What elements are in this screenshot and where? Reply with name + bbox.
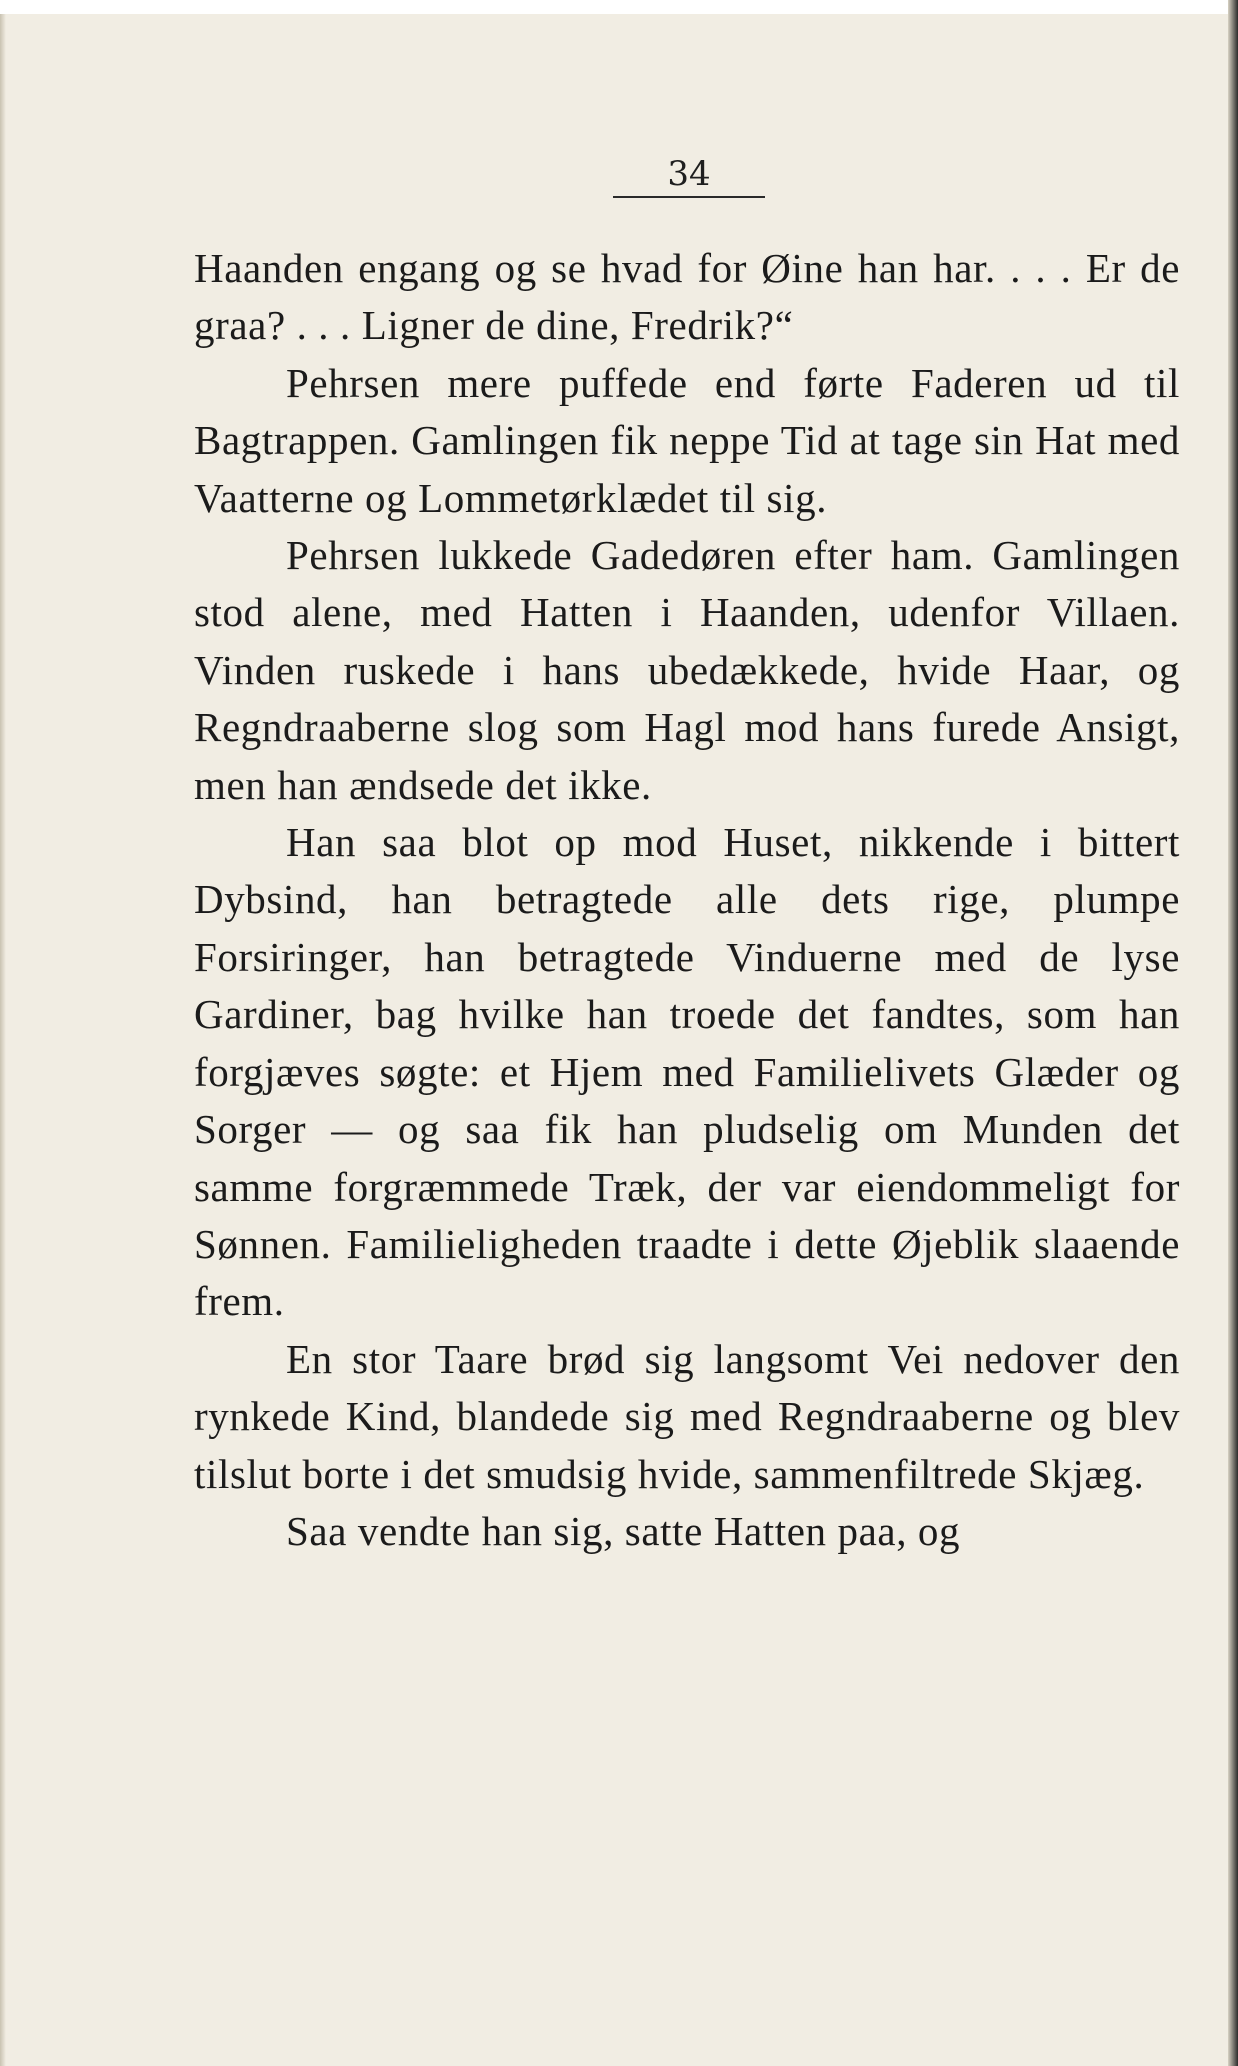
paragraph: En stor Taare brød sig langsomt Vei nedover den rynkede Kind, blandede sig med Regndraaberne og blev tilslut borte i det smudsig hvide, sammenfiltrede Skjæg.	[194, 1335, 1180, 1497]
paragraph: Han saa blot op mod Huset, nikkende i bittert Dybsind, han betragtede alle dets rige, plumpe Forsiringer, han betragtede Vinduerne med de lyse Gardiner, bag hvilke han troede det fandtes, som han forgjæves søgte: et Hjem med Familielivets Glæder og Sorger — og saa fik han pludselig om Munden det samme forgræmmede Træk, der var eiendommeligt for Sønnen. Familieligheden traadte i dette Øjeblik slaaende frem.	[194, 819, 1180, 1325]
paragraph: Haanden engang og se hvad for Øine han har. . . . Er de graa? . . . Ligner de dine, Fredrik?“	[194, 245, 1180, 349]
paragraph: Pehrsen mere puffede end førte Faderen ud til Bagtrappen. Gamlingen fik neppe Tid at tage sin Hat med Vaatterne og Lommetørklædet til sig.	[194, 359, 1180, 521]
page-left-edge	[0, 14, 6, 2066]
body-text	[194, 240, 1180, 1560]
paragraph: Pehrsen lukkede Gadedøren efter ham. Gamlingen stod alene, med Hatten i Haanden, udenfor Villaen. Vinden ruskede i hans ubedækkede, hvide Haar, og Regndraaberne slog som Hagl mod hans furede Ansigt, men han ændsede det ikke.	[194, 532, 1180, 808]
scan-top-border	[0, 0, 1238, 14]
paragraph: Saa vendte han sig, satte Hatten paa, og	[286, 1507, 961, 1554]
page-right-edge-shadow	[1228, 0, 1238, 2066]
page-number: 34	[613, 152, 765, 198]
